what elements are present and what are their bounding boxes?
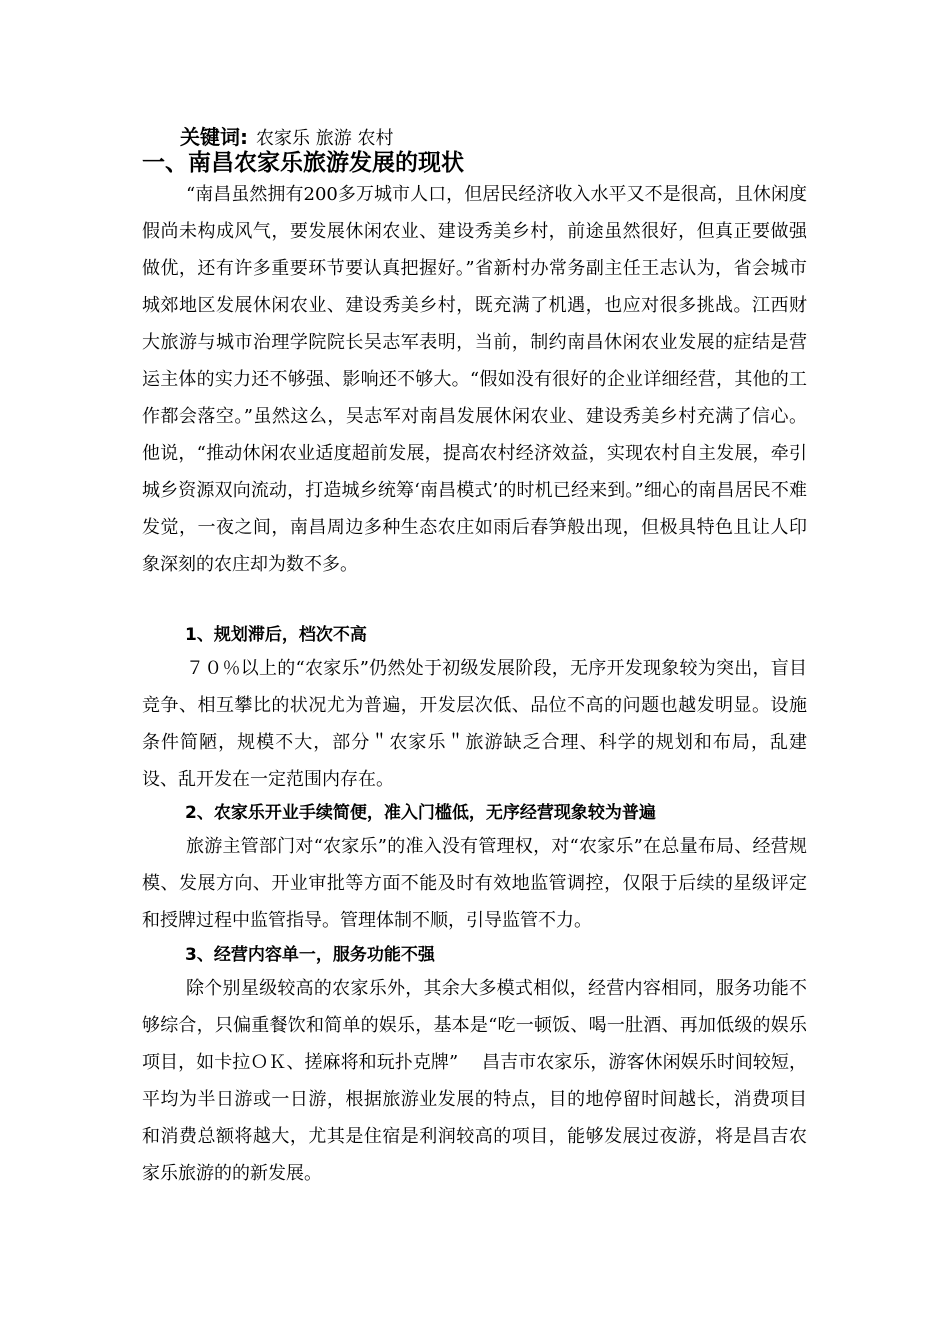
subsection-paragraph-3: 除个别星级较高的农家乐外，其余大多模式相似，经营内容相同，服务功能不够综合，只偏重餐饮和简单的娱乐，基本是“吃一顿饭、喝一肚酒、再加低级的娱乐项目，如卡拉ＯＫ、搓麻将和玩扑克牌” 昌吉市农家乐，游客休闲娱乐时间较短，平均为半日游或一日游，根据旅游业发展的特点，目的地停留时间越长，消费项目和消费总额将越大，尤其是住宿是利润较高的项目，能够发展过夜游，将是昌吉农家乐旅游的的新发展。 [142, 978, 807, 1184]
subsection-paragraph-1: ７０％以上的“农家乐”仍然处于初级发展阶段，无序开发现象较为突出，盲目竞争、相互攀比的状况尤为普遍，开发层次低、品位不高的问题也越发明显。设施条件简陋，规模不大，部分＂农家乐＂旅游缺乏合理、科学的规划和布局，乱建设、乱开发在一定范围内存在。 [142, 658, 807, 790]
section-title: 一、南昌农家乐旅游发展的现状 [142, 150, 464, 176]
keywords-label: 关键词: [180, 125, 248, 149]
keywords-values: 农家乐 旅游 农村 [256, 128, 394, 149]
intro-paragraph: “南昌虽然拥有200多万城市人口，但居民经济收入水平又不是很高，且休闲度假尚未构成风气，要发展休闲农业、建设秀美乡村，前途虽然很好，但真正要做强做优，还有许多重要环节要认真把握好。”省新村办常务副主任王志认为，省会城市城郊地区发展休闲农业、建设秀美乡村，既充满了机遇，也应对很多挑战。江西财大旅游与城市治理学院院长吴志军表明，当前，制约南昌休闲农业发展的症结是营运主体的实力还不够强、影响还不够大。“假如没有很好的企业详细经营，其他的工作都会落空。”虽然这么，吴志军对南昌发展休闲农业、建设秀美乡村充满了信心。他说，“推动休闲农业适度超前发展，提高农村经济效益，实现农村自主发展，牵引城乡资源双向流动，打造城乡统筹‘南昌模式’的时机已经来到。”细心的南昌居民不难发觉，一夜之间，南昌周边多种生态农庄如雨后春笋般出现，但极具特色且让人印象深刻的农庄却为数不多。 [142, 184, 807, 575]
subsection-heading-1: 1、规划滞后，档次不高 [185, 625, 367, 645]
subsection-heading-2: 2、农家乐开业手续简便，准入门槛低，无序经营现象较为普遍 [185, 803, 656, 823]
subsection-paragraph-2: 旅游主管部门对“农家乐”的准入没有管理权，对“农家乐”在总量布局、经营规模、发展方向、开业审批等方面不能及时有效地监管调控，仅限于后续的星级评定和授牌过程中监管指导。管理体制不顺，引导监管不力。 [142, 836, 807, 931]
subsection-heading-3: 3、经营内容单一，服务功能不强 [185, 945, 435, 965]
